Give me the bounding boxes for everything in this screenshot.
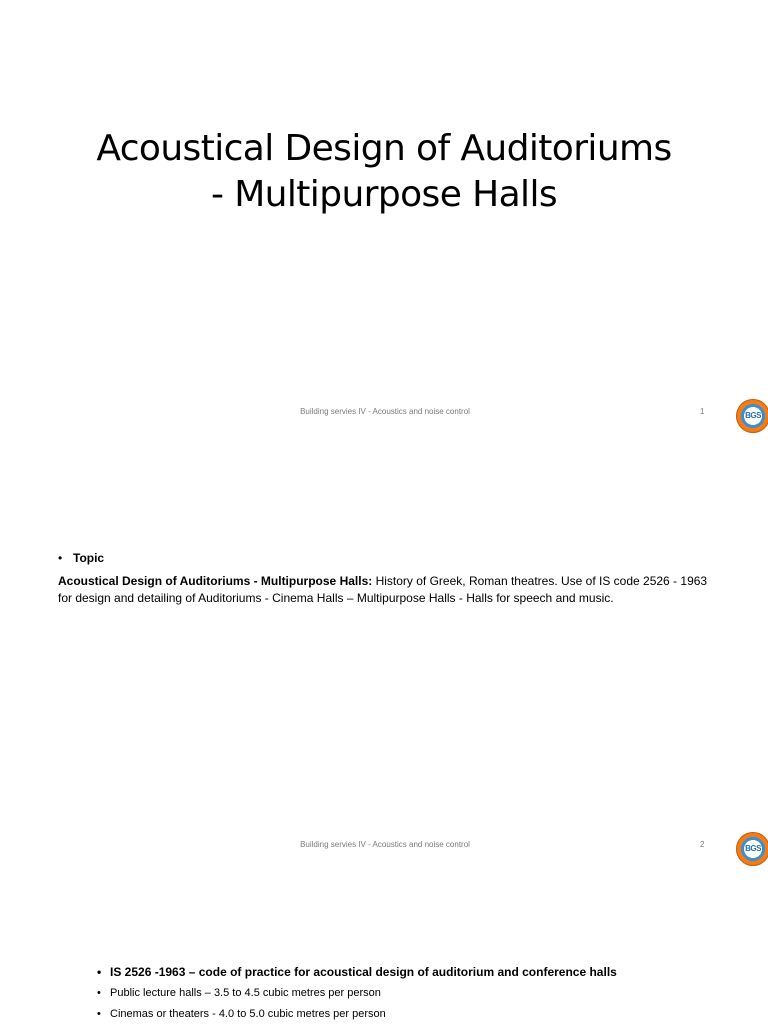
topic-label: Topic (73, 551, 105, 565)
topic-paragraph (58, 573, 723, 607)
topic-bullet (58, 551, 104, 565)
list-item-text: IS 2526 -1963 – code of practice for acoustical design of auditorium and conference halls (110, 965, 617, 979)
bgs-logo-icon (736, 399, 768, 433)
bgs-logo-icon (736, 832, 768, 866)
slide-2 (0, 435, 768, 865)
topic-description: History of Greek, Roman theatres. Use of IS code 2526 - 1963 for design and detailing of Auditoriums - Cinema Halls – Multipurpose Halls - Halls for speech and music. (58, 574, 708, 605)
logo-text: BGS (745, 411, 761, 420)
bullet-icon: • (97, 965, 102, 979)
logo-text: BGS (745, 844, 761, 853)
list-item-text: Cinemas or theaters - 4.0 to 5.0 cubic metres per person (110, 1008, 386, 1020)
slide-3 (0, 865, 768, 1024)
bullet-icon: • (97, 987, 101, 999)
title-line-2: - Multipurpose Halls (210, 174, 557, 215)
page-number: 1 (700, 407, 705, 416)
list-item (97, 964, 617, 980)
bullet-list (97, 964, 617, 1028)
topic-heading: Acoustical Design of Auditoriums - Multipurpose Halls: (58, 574, 373, 588)
slide-footer: Building servies IV - Acoustics and noise control (300, 840, 470, 849)
slide-title (0, 126, 768, 218)
slide-footer: Building servies IV - Acoustics and noise control (300, 407, 470, 416)
page-number: 2 (700, 840, 705, 849)
list-item-text: Public lecture halls – 3.5 to 4.5 cubic metres per person (110, 987, 381, 999)
bullet-icon: • (58, 551, 63, 565)
list-item (97, 986, 617, 1001)
list-item (97, 1007, 617, 1022)
title-line-1: Acoustical Design of Auditoriums (96, 128, 672, 169)
slide-1 (0, 0, 768, 435)
bullet-icon: • (97, 1008, 101, 1020)
